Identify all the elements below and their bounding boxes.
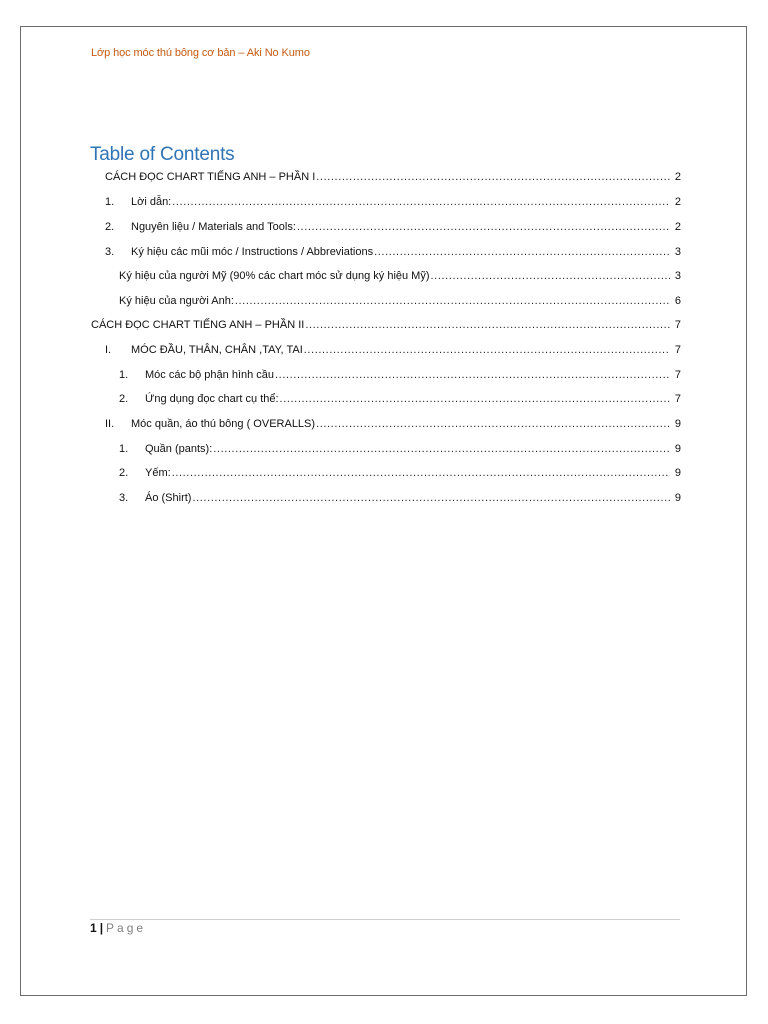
toc-entry-pants[interactable] <box>119 443 681 463</box>
toc-entry-number: II. <box>105 418 115 430</box>
toc-entry-page: 7 <box>674 393 681 405</box>
toc-entry-text: Móc quần, áo thú bông ( OVERALLS) <box>131 418 316 430</box>
toc-entry-us-symbols[interactable] <box>119 270 681 290</box>
toc-leader <box>213 443 670 455</box>
page-label: Page <box>106 921 147 935</box>
toc-entry-text: Ký hiệu các mũi móc / Instructions / Abbreviations <box>131 246 374 258</box>
toc-title: Table of Contents <box>90 144 235 165</box>
toc-entry-chart-application[interactable] <box>119 393 681 413</box>
toc-leader <box>280 393 670 405</box>
toc-entry-materials[interactable] <box>105 221 681 241</box>
footer-separator: | <box>99 921 104 935</box>
toc-entry-part1[interactable] <box>105 171 681 191</box>
page-header: Lớp học móc thú bông cơ bản – Aki No Kumo <box>91 47 310 59</box>
toc-entry-text: Ký hiệu của người Mỹ (90% các chart móc sử dụng ký hiệu Mỹ) <box>119 270 430 282</box>
toc-leader <box>275 369 670 381</box>
toc-entry-uk-symbols[interactable] <box>119 295 681 315</box>
toc-entry-number: 3. <box>105 246 115 258</box>
toc-entry-section-i[interactable] <box>105 344 681 364</box>
toc-entry-abbreviations[interactable] <box>105 246 681 266</box>
toc-entry-text: Ký hiệu của người Anh: <box>119 295 234 307</box>
toc-entry-number: 1. <box>119 369 129 381</box>
toc-entry-number: I. <box>105 344 112 356</box>
toc-entry-page: 2 <box>674 196 681 208</box>
toc-entry-text: Quần (pants): <box>145 443 213 455</box>
toc-entry-number: 2. <box>105 221 115 233</box>
toc-leader <box>431 270 670 282</box>
toc-entry-page: 3 <box>674 270 681 282</box>
toc-leader <box>192 492 670 504</box>
toc-entry-page: 7 <box>674 369 681 381</box>
toc-entry-page: 7 <box>674 344 681 356</box>
toc-entry-page: 9 <box>674 467 681 479</box>
toc-entry-spherical-parts[interactable] <box>119 369 681 389</box>
toc-entry-number: 2. <box>119 467 129 479</box>
toc-leader <box>316 171 670 183</box>
toc-entry-page: 2 <box>674 221 681 233</box>
toc-entry-text: Yếm: <box>145 467 171 479</box>
document-page <box>20 26 747 996</box>
toc-entry-page: 3 <box>674 246 681 258</box>
toc-entry-page: 9 <box>674 443 681 455</box>
toc-entry-text: Áo (Shirt) <box>145 492 192 504</box>
toc-entry-text: Nguyên liệu / Materials and Tools: <box>131 221 296 233</box>
toc-entry-number: 1. <box>105 196 115 208</box>
page-footer <box>90 921 146 935</box>
toc-leader <box>316 418 670 430</box>
toc-entry-yem[interactable] <box>119 467 681 487</box>
toc-leader <box>235 295 670 307</box>
toc-entry-page: 2 <box>674 171 681 183</box>
toc-entry-part2[interactable] <box>91 319 681 339</box>
toc-leader <box>305 319 670 331</box>
toc-entry-text: Móc các bộ phận hình cầu <box>145 369 275 381</box>
toc-leader <box>304 344 670 356</box>
toc-entry-page: 7 <box>674 319 681 331</box>
toc-entry-section-ii[interactable] <box>105 418 681 438</box>
footer-divider <box>90 919 680 920</box>
toc-entry-text: Ứng dụng đọc chart cụ thể: <box>145 393 279 405</box>
toc-entry-text: CÁCH ĐỌC CHART TIẾNG ANH – PHẦN I <box>105 171 316 183</box>
toc-entry-page: 9 <box>674 492 681 504</box>
page-number: 1 <box>90 921 97 935</box>
toc-entry-text: CÁCH ĐỌC CHART TIẾNG ANH – PHẦN II <box>91 319 305 331</box>
toc-leader <box>172 467 670 479</box>
toc-entry-page: 9 <box>674 418 681 430</box>
toc-leader <box>172 196 670 208</box>
toc-leader <box>374 246 670 258</box>
toc-entry-text: MÓC ĐẦU, THÂN, CHÂN ,TAY, TAI <box>131 344 303 356</box>
toc-leader <box>297 221 670 233</box>
toc-entry-number: 2. <box>119 393 129 405</box>
toc-entry-page: 6 <box>674 295 681 307</box>
toc-entry-loi-dan[interactable] <box>105 196 681 216</box>
toc-entry-shirt[interactable] <box>119 492 681 512</box>
toc-entry-text: Lời dẫn: <box>131 196 172 208</box>
toc-entry-number: 1. <box>119 443 129 455</box>
toc-entry-number: 3. <box>119 492 129 504</box>
